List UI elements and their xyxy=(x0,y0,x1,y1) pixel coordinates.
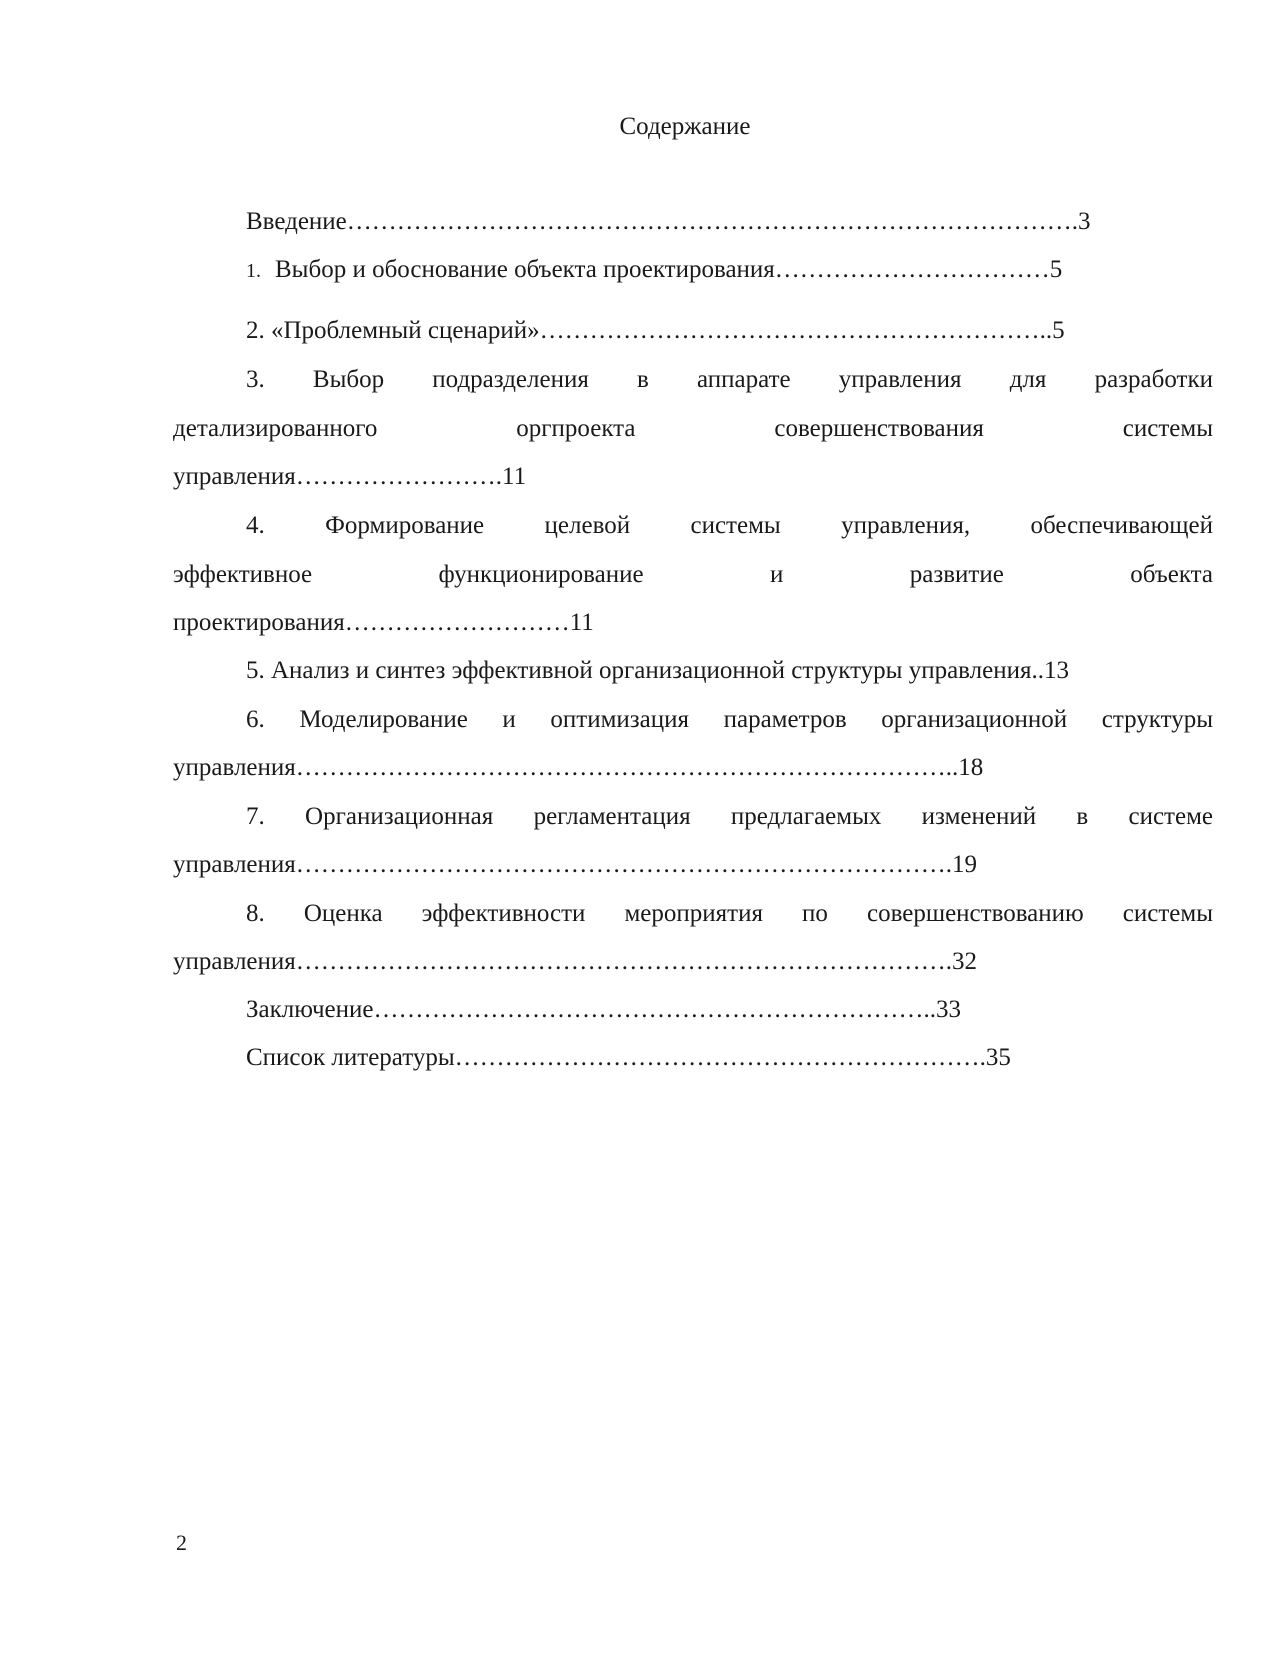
toc-entry-7-line1: 7. Организационная регламентация предлагаемых изменений в системе xyxy=(246,803,1213,830)
toc-entry-references[interactable] xyxy=(173,1034,1213,1082)
toc-entry-4[interactable] xyxy=(173,501,1213,647)
toc-entry-4-line2: эффективное функционирование и развитие объекта xyxy=(173,561,1213,588)
toc-entry-4-line3: проектирования………………………11 xyxy=(173,609,594,636)
toc-entry-3[interactable] xyxy=(173,355,1213,501)
toc-entry-7-line2: управления…………………………………………………………………….19 xyxy=(173,851,978,878)
toc-entry-6-line1: 6. Моделирование и оптимизация параметров организационной структуры xyxy=(246,706,1213,733)
toc-entry-3-line2: детализированного оргпроекта совершенствования системы xyxy=(173,415,1213,442)
toc-entry-references-text: Список литературы……………………………………………………….35 xyxy=(246,1044,1011,1071)
toc-entry-8-line2: управления…………………………………………………………………….32 xyxy=(173,948,978,975)
toc-entry-2[interactable] xyxy=(173,307,1213,355)
toc-entry-intro[interactable] xyxy=(173,198,1213,246)
toc-entry-3-line3: управления…………………….11 xyxy=(173,463,527,490)
toc-entry-intro-text: Введение…………………………………………………………………………….3 xyxy=(246,208,1091,235)
page-title: Содержание xyxy=(619,113,751,140)
toc-entry-8-line1: 8. Оценка эффективности мероприятия по совершенствованию системы xyxy=(246,900,1213,927)
toc-entry-5-text: 5. Анализ и синтез эффективной организационной структуры управления..13 xyxy=(246,657,1069,684)
toc-entry-3-line1: 3. Выбор подразделения в аппарате управления для разработки xyxy=(246,366,1213,393)
toc-entry-8[interactable] xyxy=(173,889,1213,986)
toc-entry-conclusion[interactable] xyxy=(173,986,1213,1034)
toc-entry-5[interactable] xyxy=(173,647,1213,695)
toc-entry-1-number: 1. xyxy=(246,260,261,282)
page-number: 2 xyxy=(176,1530,187,1555)
toc-entry-conclusion-text: Заключение…………………………………………………………..33 xyxy=(246,996,961,1023)
toc-entry-6-line2: управления……………………………………………………………………..18 xyxy=(173,754,984,781)
toc-entry-6[interactable] xyxy=(173,695,1213,792)
table-of-contents xyxy=(173,198,1213,1082)
toc-entry-4-line1: 4. Формирование целевой системы управления, обеспечивающей xyxy=(246,512,1213,539)
toc-entry-1[interactable] xyxy=(173,246,1213,295)
toc-entry-7[interactable] xyxy=(173,792,1213,889)
toc-entry-1-text: Выбор и обоснование объекта проектирования……………………………5 xyxy=(275,256,1063,283)
toc-entry-2-text: 2. «Проблемный сценарий»……………………………………………………..5 xyxy=(246,317,1065,344)
